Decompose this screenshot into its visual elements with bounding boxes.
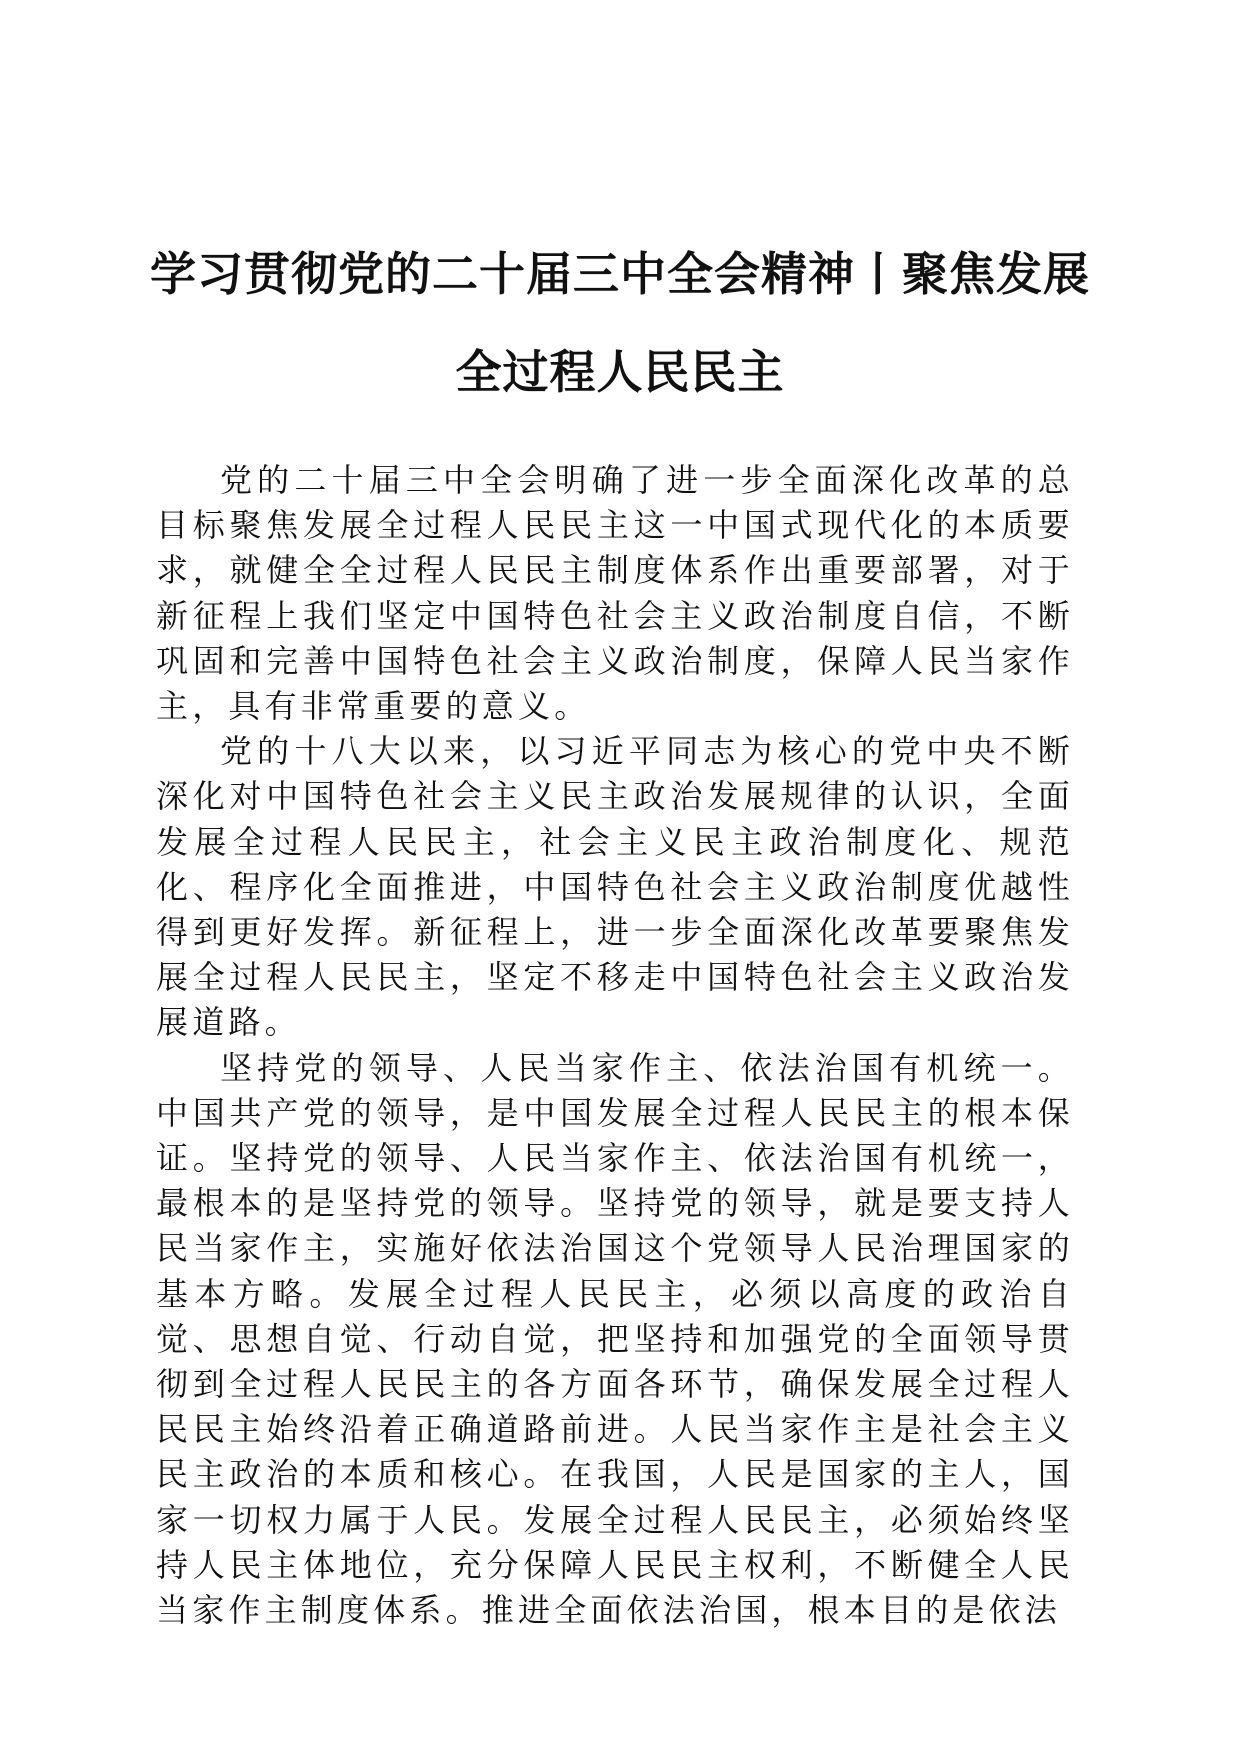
paragraph-1: 党的二十届三中全会明确了进一步全面深化改革的总目标聚焦发展全过程人民民主这一中国式现代化的本质要求，就健全全过程人民民主制度体系作出重要部署，对于新征程上我们坚定中国特色社会主义政治制度自信，不断巩固和完善中国特色社会主义政治制度，保障人民当家作主，具有非常重要的意义。 [156,461,1074,726]
document-body [156,458,1074,1633]
title-line-1: 学习贯彻党的二十届三中全会精神丨聚焦发展 [150,247,1090,301]
paragraph-2: 党的十八大以来，以习近平同志为核心的党中央不断深化对中国特色社会主义民主政治发展规律的认识，全面发展全过程人民民主，社会主义民主政治制度化、规范化、程序化全面推进，中国特色社会主义政治制度优越性得到更好发挥。新征程上，进一步全面深化改革要聚焦发展全过程人民民主，坚定不移走中国特色社会主义政治发展道路。 [156,732,1074,1042]
document-title [150,225,1090,421]
paragraph-3: 坚持党的领导、人民当家作主、依法治国有机统一。中国共产党的领导，是中国发展全过程人民民主的根本保证。坚持党的领导、人民当家作主、依法治国有机统一，最根本的是坚持党的领导。坚持党的领导，就是要支持人民当家作主，实施好依法治国这个党领导人民治理国家的基本方略。发展全过程人民民主，必须以高度的政治自觉、思想自觉、行动自觉，把坚持和加强党的全面领导贯彻到全过程人民民主的各方面各环节，确保发展全过程人民民主始终沿着正确道路前进。人民当家作主是社会主义民主政治的本质和核心。在我国，人民是国家的主人，国家一切权力属于人民。发展全过程人民民主，必须始终坚持人民主体地位，充分保障人民民主权利，不断健全人民当家作主制度体系。推进全面依法治国，根本目的是依法 [156,1048,1074,1630]
title-line-2: 全过程人民民主 [455,345,785,399]
